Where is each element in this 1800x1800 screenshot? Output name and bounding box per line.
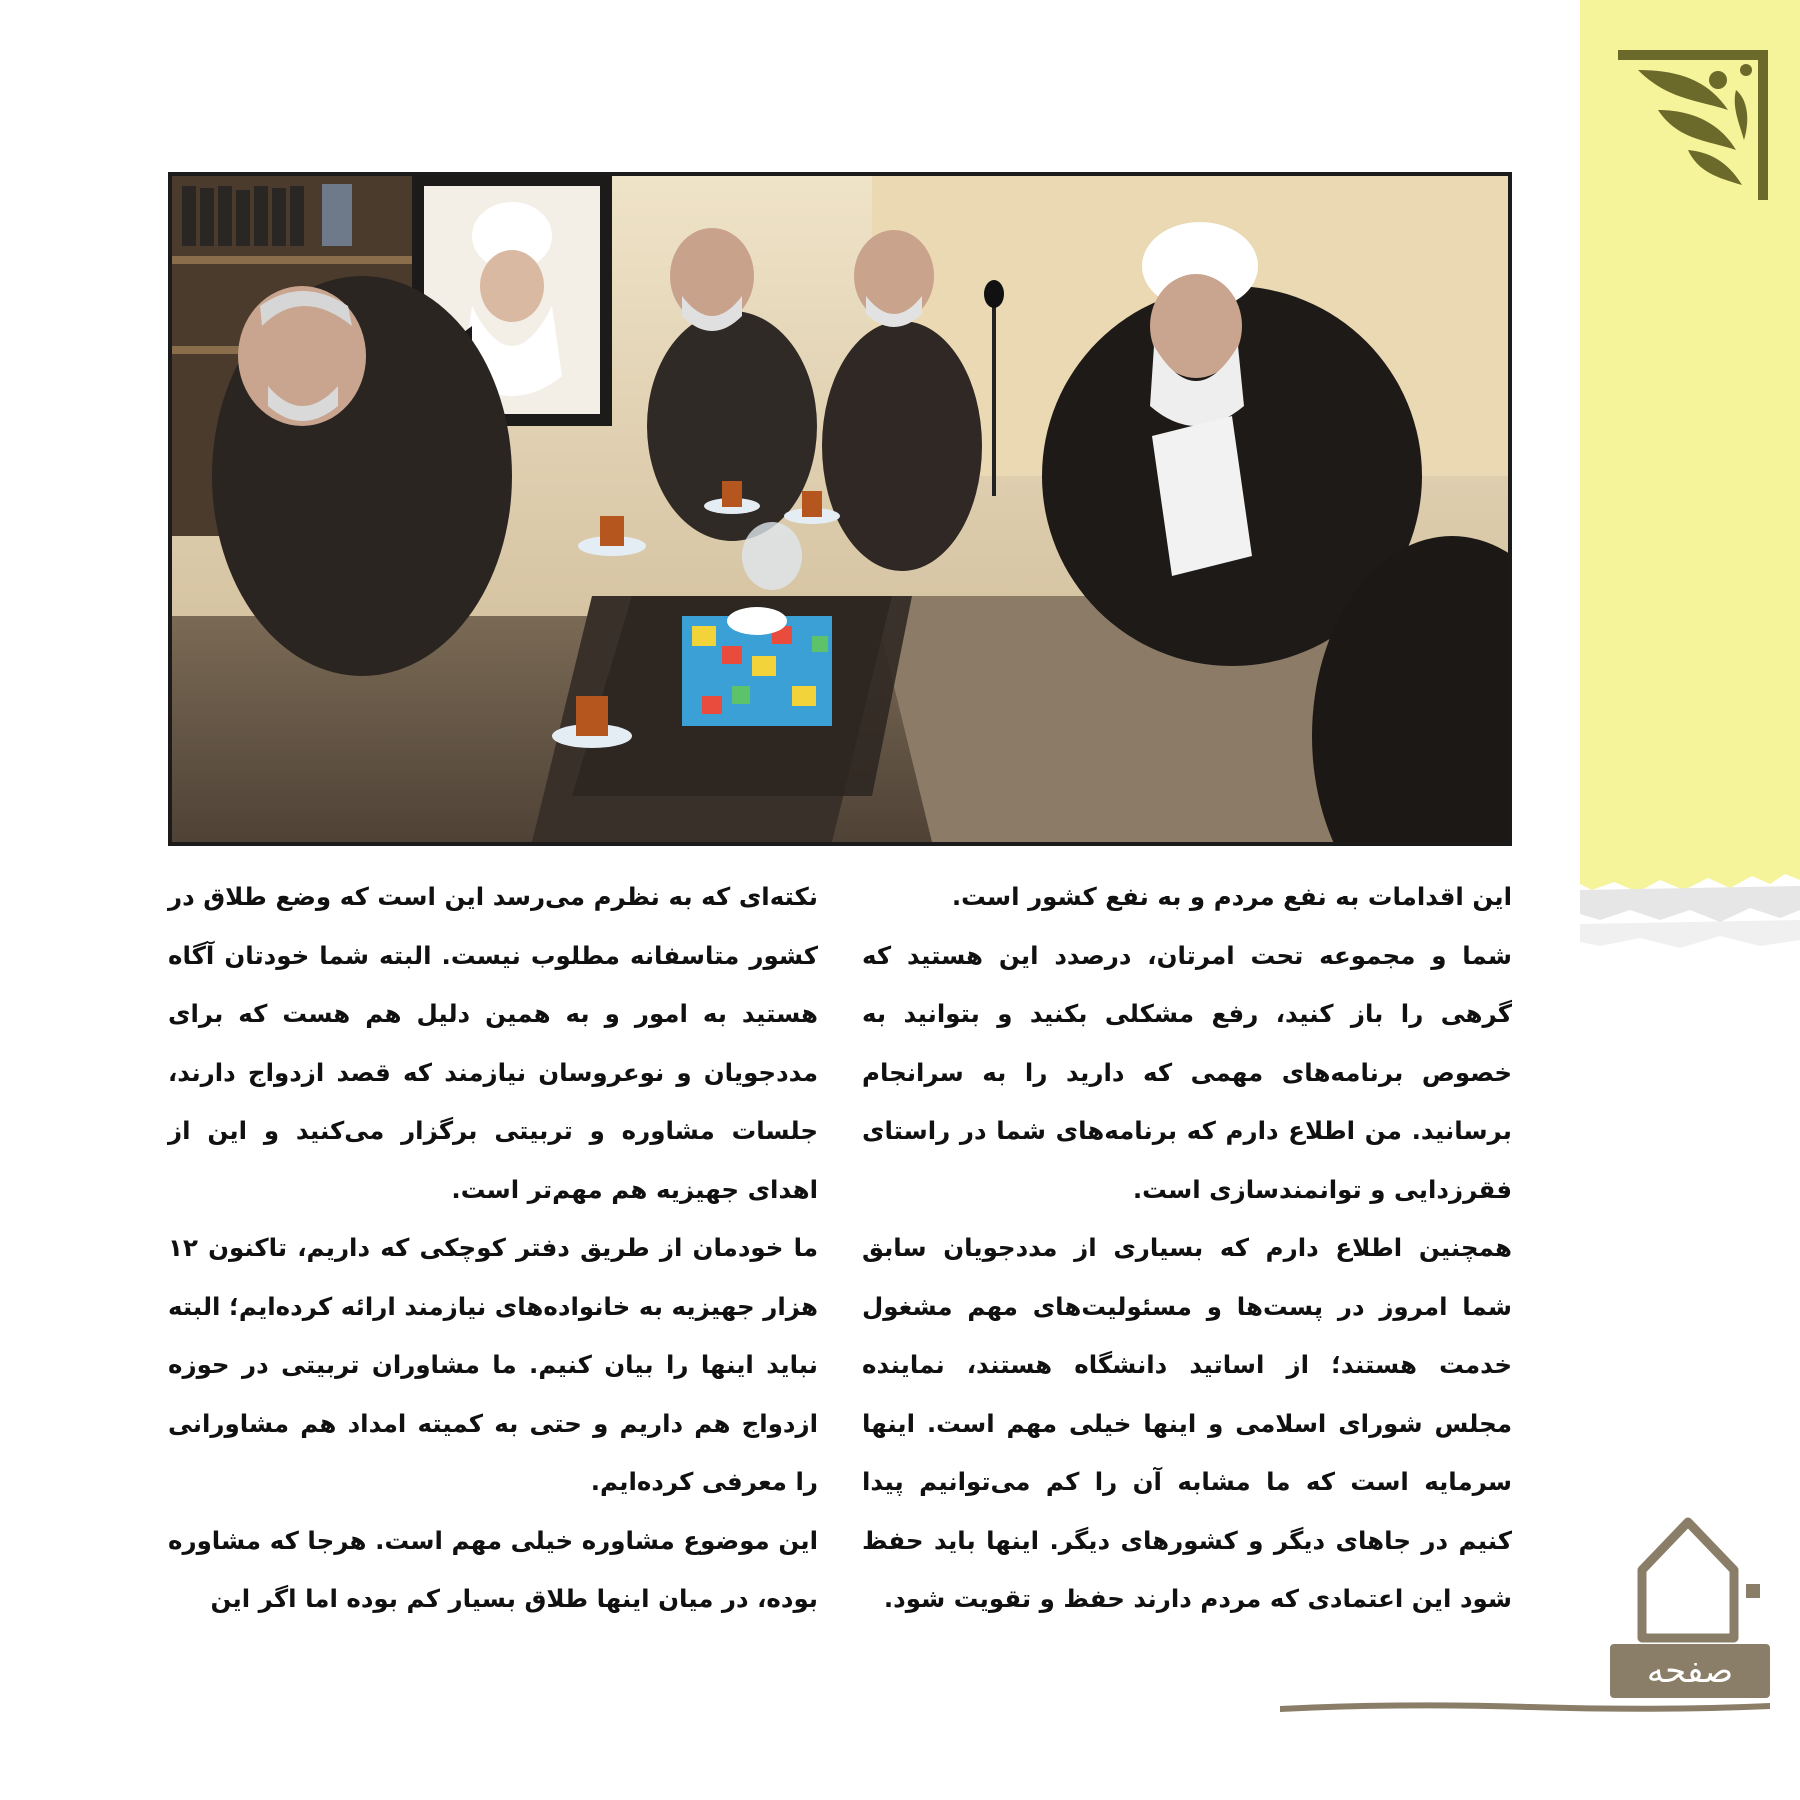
paragraph: ما خودمان از طریق دفتر کوچکی که داریم، تاکنون ۱۲ هزار جهیزیه به خانواده‌های نیازمند ارائه کرده‌ایم؛ البته نباید اینها را بیان کنیم. ما مشاوران تربیتی در حوزه ازدواج هم داریم و حتی به کمیته امداد هم مشاورانی را معرفی کرده‌ایم. [168,1233,818,1496]
page-label: صفحه [1646,1651,1734,1691]
paragraph: شما و مجموعه تحت امرتان، درصدد این هستید که گرهی را باز کنید، رفع مشکلی بکنید و بتوانید به خصوص برنامه‌های مهمی که دارید را به سرانجام برسانید. من اطلاع دارم که برنامه‌های شما در راستای فقرزدایی و توانمندسازی است. [862,940,1512,1204]
paragraph: این موضوع مشاوره خیلی مهم است. هرجا که مشاوره بوده، در میان اینها طلاق بسیار کم بوده اما اگر این [168,1525,818,1613]
page-underline [1280,1700,1770,1714]
torn-paper-edge [1580,850,1800,970]
paragraph: همچنین اطلاع دارم که بسیاری از مددجویان سابق شما امروز در پست‌ها و مسئولیت‌های مهم مشغول خدمت هستند؛ از اساتید دانشگاه هستند، نماینده مجلس شورای اسلامی و اینها خیلی مهم است. اینها سرمایه است که ما مشابه آن را کم می‌توانیم پیدا کنیم در جاهای دیگر و کشورهای دیگر. اینها باید حفظ شود این اعتمادی که مردم دارند حفظ و تقویت شود. [862,1233,1512,1613]
text-column-left [168,868,818,1629]
paragraph: نکته‌ای که به نظرم می‌رسد این است که وضع طلاق در کشور متاسفانه مطلوب نیست. البته شما خودتان آگاه هستید به امور و به همین دلیل هم هست که برای مددجویان و نوعروسان نیازمند که قصد ازدواج دارند، جلسات مشاوره و تربیتی برگزار می‌کنید و این از اهدای جهیزیه هم مهم‌تر است. [168,882,818,1204]
paragraph: این اقدامات به نفع مردم و به نفع کشور است. [951,882,1512,911]
page-number-icon [1618,1508,1768,1658]
text-column-right [862,868,1512,1629]
meeting-photo [168,172,1512,846]
floral-ornament-icon [1618,40,1778,200]
